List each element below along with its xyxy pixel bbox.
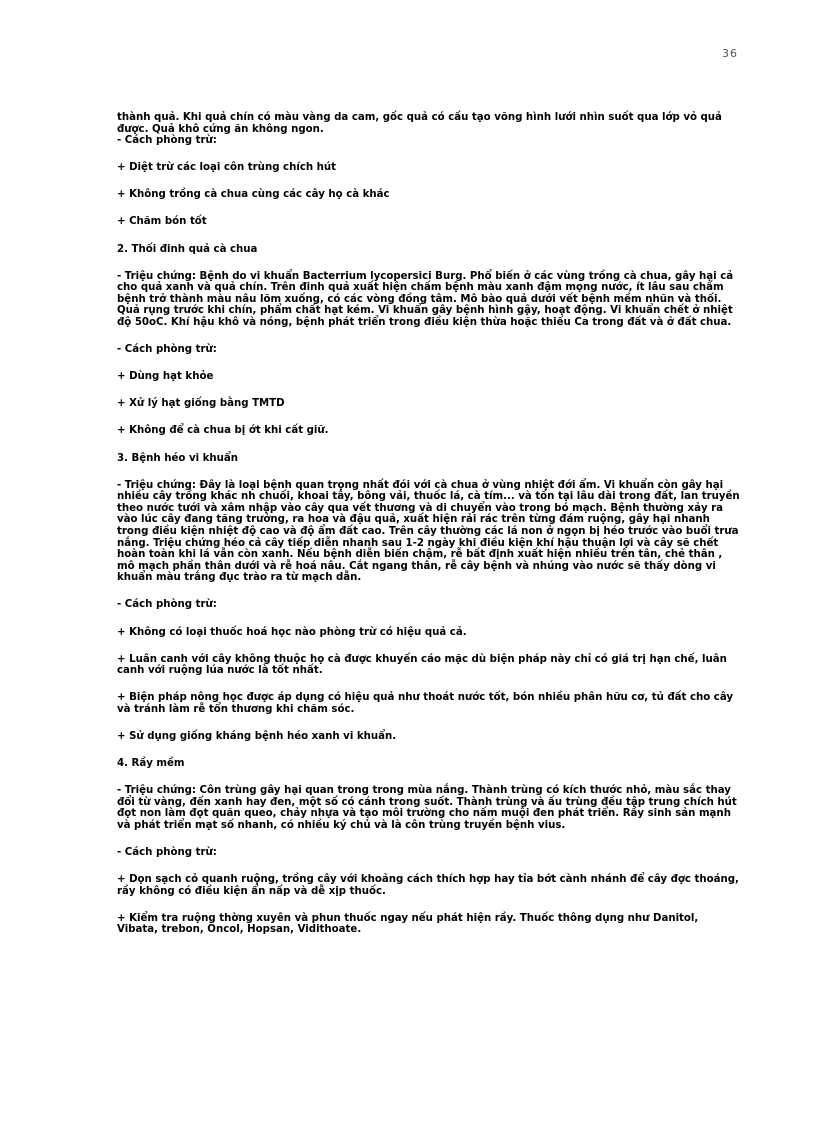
document-body: [117, 112, 740, 952]
paragraph-symptoms: - Triệu chứng: Bệnh do vi khuẩn Bacterrium lycopersici Burg. Phổ biến ở các vùng trồng cà chua, gây hại cả cho quả xanh và quả chín. Trên đinh quả xuất hiện chấm bệnh màu xanh đậm mọng nước, ít lâu sau chấm bệnh trở thành màu nâu lõm xuống, có các vòng đồng tâm. Mô bào quả dưới vết bệnh mềm nhũn và thối. Quả rụng trước khi chín, phẩm chất hạt kém. Vi khuẩn gây bệnh hình gậy, hoạt động. Vi khuẩn chết ở nhiệt độ 50oC. Khí hậu khô và nóng, bệnh phát triển trong điều kiện thừa hoặc thiếu Ca trong đất và ở đất chua.: [117, 270, 734, 329]
list-item-prevention: + Luân canh với cây không thuộc họ cà được khuyến cáo mặc dù biện pháp này chỉ có giá trị hạn chế, luân canh với ruộng lúa nước là tốt nhất.: [117, 653, 727, 677]
list-item-prevention: + Dùng hạt khỏe: [117, 371, 214, 383]
section-heading-2: 2. Thối đinh quả cà chua: [117, 243, 258, 255]
list-item-prevention: + Biện pháp nông học được áp dụng có hiệu quả như thoát nước tốt, bón nhiều phân hữu cơ, tủ đất cho cây và tránh làm rễ tổn thương khi chăm sóc.: [117, 692, 734, 715]
list-item-prevention: + Dọn sạch cỏ quanh ruộng, trồng cây với khoảng cách thích hợp hay tỉa bớt cành nhánh để cây đợc thoáng, rầy không có điều kiện ẩn nấp và dễ xịp thuốc.: [117, 874, 739, 897]
list-item-prevention: + Diệt trừ các loại côn trùng chích hút: [117, 162, 337, 174]
heading-prevention: - Cách phòng trừ:: [117, 344, 217, 356]
heading-prevention: - Cách phòng trừ:: [117, 847, 217, 859]
section-heading-3: 3. Bệnh héo vi khuẩn: [117, 452, 239, 464]
list-item-prevention: + Không trồng cà chua cùng các cây họ cà khác: [117, 189, 390, 201]
paragraph-symptoms: - Triệu chứng: Đây là loại bệnh quan trọng nhất đói với cà chua ở vùng nhiệt đới ẩm. Vi khuẩn còn gây hại nhiều cây trồng khác nh chuối, khoai tây, bông vải, thuốc lá, cà tím... và tồn tại lâu dài trong đất, lan truyền theo nước tưới và xâm nhập vào cây qua vết thương và di chuyển vào trong bó mạch. Bệnh thường xảy ra vào lúc cây đang tăng trưởng, ra hoa và đậu quả, xuất hiện rải rác trên từng đám ruộng, gây hại nhanh trong điều kiện nhiệt độ cao và độ ẩm đất cao. Trên cây thường các lá non ở ngọn bị héo trước vào buổi trưa nắng. Triệu chứng héo cả cây tiếp diễn nhanh sau 1-2 ngày khi điều kiện khí hậu thuận lợi và cây sẽ chết hoàn toàn khi lá vẫn còn xanh. Nếu bệnh diễn biến chậm, rễ bất định xuất hiện nhiều trên tân, chẻ thân , mô mạch phần thân dưới và rễ hoá nâu. Cắt ngang thân, rễ cây bệnh và nhúng vào nước sẽ thấy dòng vi khuẩn màu trắng đục trào ra từ mạch dẫn.: [117, 479, 740, 584]
heading-prevention: - Cách phòng trừ:: [117, 599, 217, 611]
list-item-prevention: + Kiểm tra ruộng thờng xuyên và phun thuốc ngay nếu phát hiện rầy. Thuốc thông dụng như Danitol, Vibata, trebon, Oncol, Hopsan, Vidithoate.: [117, 912, 699, 936]
paragraph-fruit-description: thành quả. Khi quả chín có màu vàng da cam, gốc quả có cấu tạo võng hình lưới nhìn suốt qua lớp vỏ quả được. Quả khô cứng ăn không ngon.: [117, 112, 722, 135]
list-item-prevention: + Không để cà chua bị ớt khi cất giữ.: [117, 425, 329, 437]
page-number: 36: [722, 47, 738, 60]
heading-prevention: - Cách phòng trừ:: [117, 135, 217, 147]
list-item-prevention: + Không có loại thuốc hoá học nào phòng trừ có hiệu quả cả.: [117, 626, 467, 638]
list-item-prevention: + Xử lý hạt giống bằng TMTD: [117, 398, 285, 410]
list-item-prevention: + Sử dụng giống kháng bệnh héo xanh vi khuẩn.: [117, 731, 397, 742]
list-item-prevention: + Chăm bón tốt: [117, 216, 207, 228]
section-heading-4: 4. Rầy mềm: [117, 758, 185, 770]
paragraph-symptoms: - Triệu chứng: Côn trùng gây hại quan trong trong mùa nắng. Thành trùng có kích thước nhỏ, màu sắc thay đổi từ vàng, đến xanh hay đen, một số có cánh trong suốt. Thành trùng và ấu trùng đều tập trung chích hút đọt non làm đọt quăn queo, chảy nhựa và tạo môi trường cho nấm muội đen phát triển. Rầy sinh sản mạnh và phát triển mạt số nhanh, có nhiều ký chủ và là côn trùng truyền bệnh vius.: [117, 785, 737, 831]
